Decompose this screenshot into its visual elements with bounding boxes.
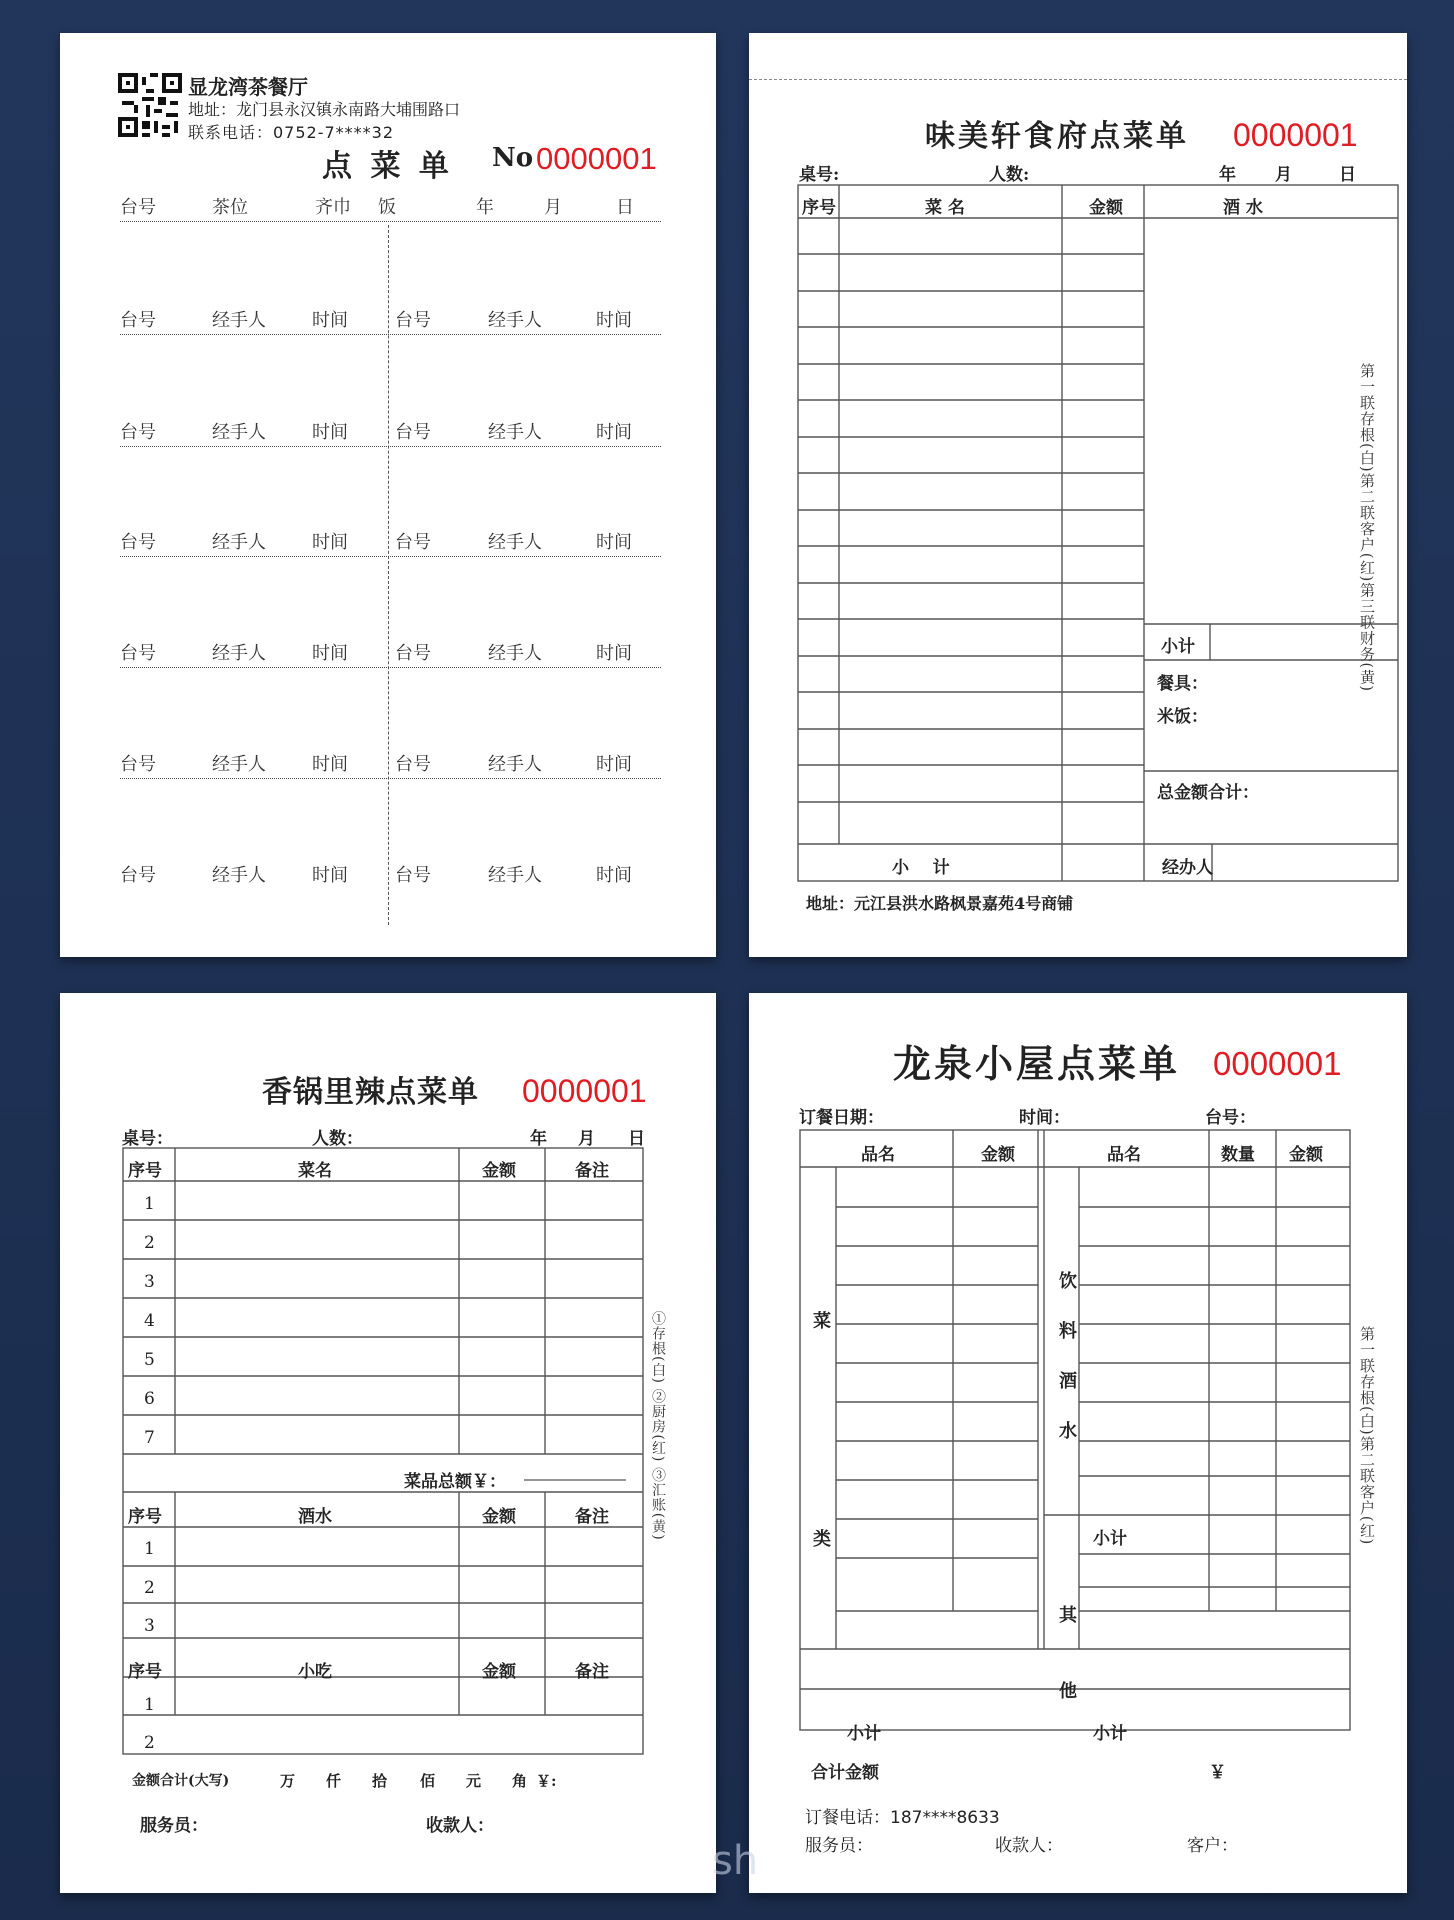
record-row <box>120 754 661 779</box>
unit-yuan: 元 <box>466 1772 482 1790</box>
handler-label: 经手人 <box>212 422 266 443</box>
unit-wan: 万 <box>280 1772 296 1790</box>
time-label: 时间 <box>312 865 348 886</box>
col-snack-header: 小吃 <box>298 1662 332 1682</box>
col-drinks-header: 酒水 <box>298 1507 332 1527</box>
col-dish-header: 菜 名 <box>925 198 965 218</box>
other-subtotal-label: 小计 <box>1093 1724 1127 1744</box>
tableware-label: 餐具： <box>1157 674 1208 694</box>
order-form-sheet-1 <box>60 33 716 957</box>
month-label: 月 <box>544 197 562 218</box>
serial-number: 0000001 <box>522 1073 647 1109</box>
customer-label: 客户： <box>1187 1836 1238 1856</box>
cashier-label: 收款人： <box>426 1816 494 1836</box>
order-form-sheet-4 <box>749 993 1407 1893</box>
order-date-label: 订餐日期： <box>799 1108 884 1128</box>
time-label: 时间 <box>596 422 632 443</box>
table-no-label: 台号 <box>395 865 431 886</box>
tear-line <box>749 79 1407 80</box>
restaurant-address: 地址：龙门县永汉镇永南路大埔围路口 <box>188 100 461 119</box>
handler-label: 经手人 <box>488 310 542 331</box>
col-seq-header: 序号 <box>802 198 836 218</box>
drinks-subtotal-label: 小计 <box>1093 1529 1127 1549</box>
day-label: 日 <box>616 197 634 218</box>
time-label: 时间 <box>596 643 632 664</box>
record-row <box>120 422 661 447</box>
row-number: 7 <box>144 1428 155 1448</box>
row-number: 1 <box>144 1695 155 1715</box>
restaurant-phone: 联系电话：0752-7****32 <box>188 123 395 142</box>
serial-number: 0000001 <box>1213 1045 1342 1082</box>
order-form-sheet-2 <box>749 33 1407 957</box>
shop-address: 地址：元江县洪水路枫景嘉苑4号商铺 <box>806 894 1074 913</box>
tea-seat-label: 茶位 <box>212 197 248 218</box>
table-no-label: 台号 <box>395 422 431 443</box>
form-title: 点 菜 单 <box>322 149 453 184</box>
order-grid <box>122 1147 646 1767</box>
col-amount-header: 金额 <box>981 1145 1015 1165</box>
col-seq-header: 序号 <box>128 1507 162 1527</box>
serial-number: 0000001 <box>536 141 657 176</box>
table-no-label: 台号 <box>120 197 156 218</box>
time-label: 时间 <box>312 422 348 443</box>
col-note-header: 备注 <box>575 1662 609 1682</box>
time-label: 时间 <box>596 310 632 331</box>
handler-label: 经手人 <box>488 865 542 886</box>
handler-label: 经手人 <box>212 310 266 331</box>
subtotal-bottom-label: 小 计 <box>892 858 950 878</box>
copy-note: 第一联存根(白)第二联客户(红) <box>1358 1326 1376 1546</box>
time-label: 时间 <box>596 865 632 886</box>
unit-shi: 拾 <box>372 1772 388 1790</box>
time-label: 时间 <box>312 532 348 553</box>
dish-category-label: 菜类 <box>810 1311 831 1747</box>
col-note-header: 备注 <box>575 1507 609 1527</box>
towel-label: 齐巾 <box>315 197 351 218</box>
drinks-category-label: 饮料酒水 <box>1056 1271 1077 1471</box>
row-number: 1 <box>144 1194 155 1214</box>
handler-label: 经手人 <box>488 643 542 664</box>
month-label: 月 <box>578 1129 595 1149</box>
col-drinks-header: 酒 水 <box>1223 198 1263 218</box>
dish-total-label: 菜品总额￥： <box>404 1472 506 1492</box>
yen-label: ￥: <box>536 1772 557 1790</box>
handler-label: 经办人 <box>1162 858 1213 878</box>
row-number: 3 <box>144 1272 155 1292</box>
watermark: sh <box>712 1838 759 1884</box>
table-no-label: 台号 <box>395 310 431 331</box>
row-number: 1 <box>144 1539 155 1559</box>
total-amount-label: 合计金额 <box>811 1763 879 1783</box>
dish-subtotal-label: 小计 <box>847 1724 881 1744</box>
handler-label: 经手人 <box>488 754 542 775</box>
table-no-label: 台号 <box>395 532 431 553</box>
number-label: No <box>492 143 534 173</box>
cashier-label: 收款人： <box>995 1836 1063 1856</box>
handler-label: 经手人 <box>488 532 542 553</box>
time-label: 时间 <box>596 532 632 553</box>
rice-label: 米饭： <box>1157 707 1208 727</box>
row-number: 3 <box>144 1616 155 1636</box>
form-title: 香锅里辣点菜单 <box>262 1075 479 1110</box>
month-label: 月 <box>1275 165 1292 185</box>
table-no-label: 台号 <box>395 754 431 775</box>
waiter-label: 服务员： <box>140 1816 208 1836</box>
year-label: 年 <box>1219 165 1236 185</box>
guests-label: 人数: <box>989 165 1030 185</box>
unit-bai: 佰 <box>420 1772 436 1790</box>
handler-label: 经手人 <box>212 532 266 553</box>
record-row <box>120 310 661 335</box>
copy-note: ①存根(白) ②厨房(红) ③汇账(黄) <box>650 1311 666 1541</box>
table-no-label: 台号 <box>120 643 156 664</box>
time-label: 时间 <box>312 310 348 331</box>
time-label: 时间 <box>312 643 348 664</box>
table-no-label: 台号： <box>1205 1108 1256 1128</box>
col-amount-header: 金额 <box>1089 198 1123 218</box>
yen-label: ￥ <box>1209 1763 1226 1783</box>
time-label: 时间 <box>596 754 632 775</box>
guests-label: 人数： <box>312 1129 363 1149</box>
col-amount-header: 金额 <box>482 1507 516 1527</box>
table-no-label: 台号 <box>120 532 156 553</box>
table-no-label: 桌号： <box>122 1129 173 1149</box>
form-title: 龙泉小屋点菜单 <box>893 1041 1181 1086</box>
col-dish-header: 菜名 <box>298 1161 332 1181</box>
order-form-sheet-3 <box>60 993 716 1893</box>
restaurant-name: 显龙湾茶餐厅 <box>188 75 308 99</box>
table-no-label: 台号 <box>120 422 156 443</box>
row-number: 2 <box>144 1578 155 1598</box>
table-no-label: 台号 <box>120 310 156 331</box>
table-no-label: 台号 <box>395 643 431 664</box>
unit-jiao: 角 <box>512 1772 528 1790</box>
amount-in-words-label: 金额合计(大写) <box>132 1773 230 1789</box>
col-amount-header: 金额 <box>1289 1145 1323 1165</box>
year-label: 年 <box>476 197 494 218</box>
year-label: 年 <box>530 1129 547 1149</box>
handler-label: 经手人 <box>488 422 542 443</box>
handler-label: 经手人 <box>212 865 266 886</box>
handler-label: 经手人 <box>212 754 266 775</box>
copy-note: 第一联存根(白)第二联客户(红)第三联财务(黄) <box>1358 363 1376 693</box>
qr-code <box>118 73 182 137</box>
col-amount-header: 金额 <box>482 1161 516 1181</box>
form-title: 味美轩食府点菜单 <box>925 119 1189 154</box>
row-number: 4 <box>144 1311 155 1331</box>
row-number: 2 <box>144 1233 155 1253</box>
time-label: 时间 <box>312 754 348 775</box>
record-row <box>120 643 661 668</box>
other-category-label: 其他 <box>1056 1605 1077 1757</box>
handler-label: 经手人 <box>212 643 266 664</box>
col-seq-header: 序号 <box>128 1662 162 1682</box>
col-item-header: 品名 <box>1107 1145 1141 1165</box>
order-phone: 订餐电话：187****8633 <box>805 1808 1000 1828</box>
table-no-label: 台号 <box>120 865 156 886</box>
time-label: 时间： <box>1019 1108 1070 1128</box>
row-number: 6 <box>144 1389 155 1409</box>
serial-number: 0000001 <box>1233 117 1358 153</box>
subtotal-label: 小计 <box>1161 637 1195 657</box>
col-qty-header: 数量 <box>1221 1145 1255 1165</box>
rice-label: 饭 <box>378 197 396 218</box>
waiter-label: 服务员： <box>805 1836 873 1856</box>
record-row <box>120 532 661 557</box>
unit-qian: 仟 <box>326 1772 342 1790</box>
col-item-header: 品名 <box>861 1145 895 1165</box>
table-no-label: 桌号: <box>799 165 840 185</box>
row-number: 5 <box>144 1350 155 1370</box>
order-grid <box>797 184 1399 916</box>
col-note-header: 备注 <box>575 1161 609 1181</box>
record-row <box>120 865 661 889</box>
col-seq-header: 序号 <box>128 1161 162 1181</box>
header-row <box>120 197 661 222</box>
day-label: 日 <box>628 1129 645 1149</box>
table-no-label: 台号 <box>120 754 156 775</box>
row-number: 2 <box>144 1733 155 1753</box>
grand-total-label: 总金额合计： <box>1157 783 1259 803</box>
col-amount-header: 金额 <box>482 1662 516 1682</box>
day-label: 日 <box>1339 165 1356 185</box>
